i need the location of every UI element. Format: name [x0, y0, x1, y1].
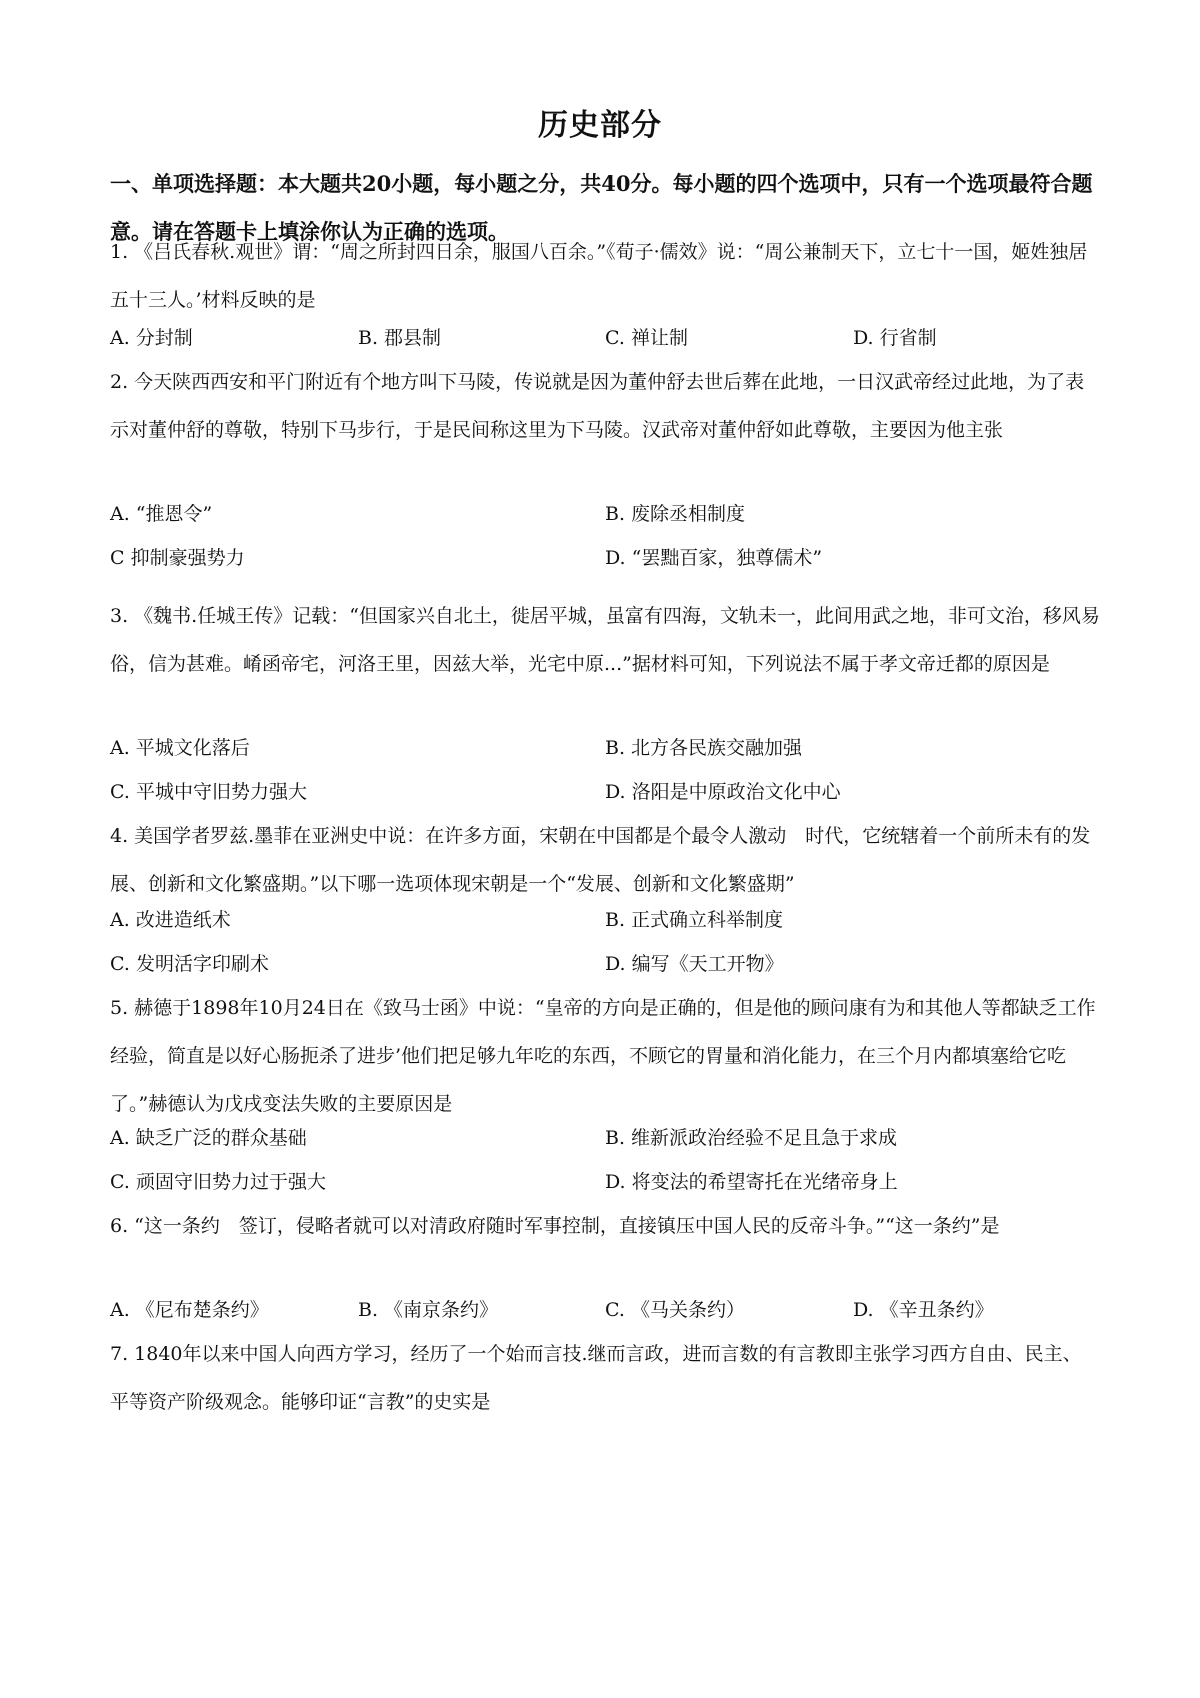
question-2-option-a: A. “推恩令”	[110, 503, 213, 525]
question-1-option-b: B. 郡县制	[358, 327, 442, 349]
question-3-option-d: D. 洛阳是中原政治文化中心	[605, 781, 841, 803]
question-3-option-b: B. 北方各民族交融加强	[605, 737, 803, 759]
question-6-options	[110, 1290, 1100, 1330]
question-5-options-row-1	[110, 1118, 1100, 1158]
section-heading: 一、单项选择题：本大题共20小题，每小题之分，共40分。每小题的四个选项中，只有一个选项最符合题意。请在答题卡上填涂你认为正确的选项。	[110, 171, 1093, 244]
question-5-options-row-2	[110, 1162, 1100, 1202]
question-4-options-row-2	[110, 944, 1100, 984]
question-2-options-row-2	[110, 538, 1100, 578]
question-6-option-b: B. 《南京条约》	[358, 1299, 499, 1321]
question-2-stem: 2. 今天陕西西安和平门附近有个地方叫下马陵，传说就是因为董仲舒去世后葬在此地，一日汉武帝经过此地，为了表示对董仲舒的尊敬，特别下马步行，于是民间称这里为下马陵。汉武帝对董仲舒如此尊敬，主要因为他主张	[110, 371, 1085, 441]
question-2-option-c: C 抑制豪强势力	[110, 547, 245, 569]
question-1-options	[110, 318, 1100, 358]
question-6-stem: 6. “这一条约 签订，侵略者就可以对清政府随时军事控制，直接镇压中国人民的反帝斗争。”“这一条约”是	[110, 1215, 1000, 1237]
question-2-option-b: B. 废除丞相制度	[605, 503, 746, 525]
question-4-option-a: A. 改进造纸术	[110, 909, 231, 931]
question-3-option-c: C. 平城中守旧势力强大	[110, 781, 307, 803]
question-5-option-c: C. 顽固守旧势力过于强大	[110, 1171, 326, 1193]
page-title: 历史部分	[538, 108, 662, 143]
question-4-stem: 4. 美国学者罗兹.墨菲在亚洲史中说：在许多方面，宋朝在中国都是个最令人激动 时代，它统辖着一个前所未有的发展、创新和文化繁盛期。”以下哪一选项体现宋朝是一个“发展、创新和文化繁盛期”	[110, 825, 1091, 895]
question-3-options-row-1	[110, 728, 1100, 768]
question-2-options-row-1	[110, 494, 1100, 534]
question-2-option-d: D. “罢黜百家，独尊儒术”	[605, 547, 823, 569]
question-1-option-c: C. 禅让制	[605, 327, 688, 349]
question-1-option-a: A. 分封制	[110, 327, 193, 349]
question-7-stem: 7. 1840年以来中国人向西方学习，经历了一个始而言技.继而言政，进而言数的有言教即主张学习西方自由、民主、平等资产阶级观念。能够印证“言教”的史实是	[110, 1343, 1082, 1413]
question-4-option-b: B. 正式确立科举制度	[605, 909, 784, 931]
question-4-option-c: C. 发明活字印刷术	[110, 953, 269, 975]
question-6-option-a: A. 《尼布楚条约》	[110, 1299, 269, 1321]
question-5-option-d: D. 将变法的希望寄托在光绪帝身上	[605, 1171, 898, 1193]
question-6-option-c: C. 《马关条约）	[605, 1299, 745, 1321]
question-5-option-b: B. 维新派政治经验不足且急于求成	[605, 1127, 898, 1149]
question-3-options-row-2	[110, 772, 1100, 812]
question-4-option-d: D. 编写《天工开物》	[605, 953, 784, 975]
question-4-options-row-1	[110, 900, 1100, 940]
question-3-option-a: A. 平城文化落后	[110, 737, 250, 759]
question-1-option-d: D. 行省制	[853, 327, 937, 349]
question-6-option-d: D. 《辛丑条约》	[853, 1299, 994, 1321]
question-3-stem: 3. 《魏书.任城王传》记载：“但国家兴自北土，徙居平城，虽富有四海，文轨未一，此间用武之地，非可文治，移风易俗，信为甚难。崤函帝宅，河洛王里，因兹大举，光宅中原...”据材料可知，下列说法不属于孝文帝迁都的原因是	[110, 605, 1100, 675]
question-1-stem: 1. 《吕氏春秋.观世》谓：“周之所封四日余，服国八百余。”《荀子·儒效》说：“周公兼制天下，立七十一国，姬姓独居五十三人。’材料反映的是	[110, 241, 1088, 311]
question-5-stem: 5. 赫德于1898年10月24日在《致马士函》中说：“皇帝的方向是正确的，但是他的顾问康有为和其他人等都缺乏工作经验，简直是以好心肠扼杀了进步’他们把足够九年吃的东西，不顾它的胃量和消化能力，在三个月内都填塞给它吃了。”赫德认为戊戌变法失败的主要原因是	[110, 997, 1096, 1115]
question-5-option-a: A. 缺乏广泛的群众基础	[110, 1127, 307, 1149]
